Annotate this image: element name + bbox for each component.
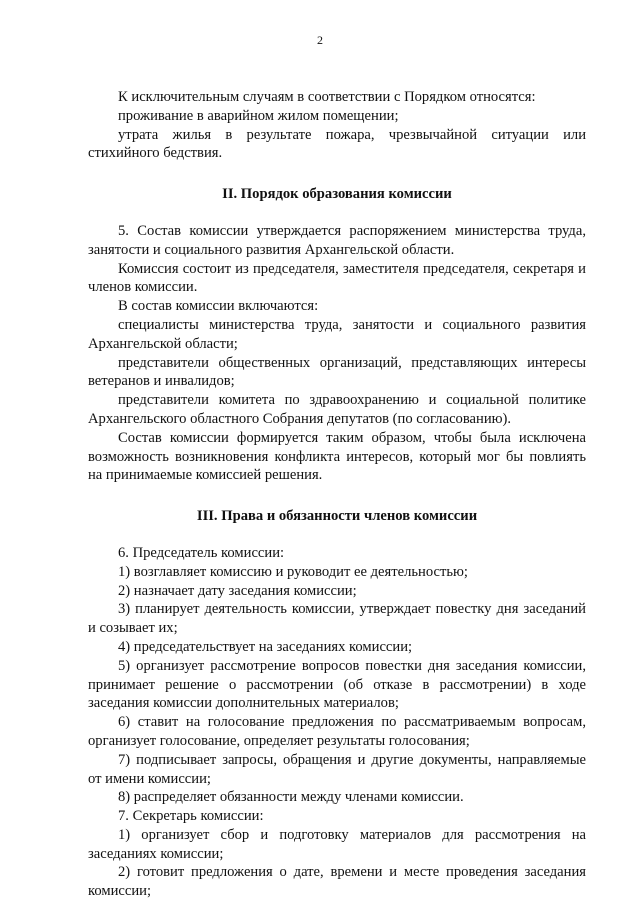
paragraph-specialists: специалисты министерства труда, занятости и социального развития Архангельской области; xyxy=(88,316,586,352)
intro-paragraph: К исключительным случаям в соответствии с Порядком относятся: xyxy=(118,89,536,105)
paragraph-conflict-of-interest: Состав комиссии формируется таким образом, чтобы была исключена возможность возникновения конфликта интересов, который мог бы повлиять на принимаемые комиссией решения. xyxy=(88,429,586,484)
intro-item-loss-text: утрата жилья в результате пожара, чрезвычайной ситуации или xyxy=(118,126,586,143)
paragraph-6-chairman: 6. Председатель комиссии: xyxy=(118,544,285,561)
page-number: 2 xyxy=(317,33,323,47)
paragraph-5: 5. Состав комиссии утверждается распоряжением министерства труда, занятости и социального развития Архангельской области. xyxy=(88,222,586,258)
section-3-title: III. Права и обязанности членов комиссии xyxy=(196,508,478,525)
secretary-duty-1: 1) организует сбор и подготовку материалов для рассмотрения на заседаниях комиссии; xyxy=(88,826,586,862)
intro-item-loss-line1 xyxy=(88,126,586,145)
chairman-duty-4: 4) председательствует на заседаниях комиссии; xyxy=(118,638,413,655)
paragraph-7-secretary: 7. Секретарь комиссии: xyxy=(118,808,264,825)
paragraph-commission-composition: Комиссия состоит из председателя, заместителя председателя, секретаря и членов комиссии. xyxy=(88,260,586,296)
document-body xyxy=(88,88,586,901)
chairman-duty-8: 8) распределяет обязанности между членами комиссии. xyxy=(118,789,464,806)
chairman-duty-3: 3) планирует деятельность комиссии, утверждает повестку дня заседаний и созывает их; xyxy=(88,601,586,637)
chairman-duty-5: 5) организует рассмотрение вопросов повестки дня заседания комиссии, принимает решение о рассмотрении (об отказе в рассмотрении) в ходе заседания комиссии дополнительных материалов; xyxy=(88,657,586,712)
paragraph-public-reps: представители общественных организаций, представляющих интересы ветеранов и инвалидов; xyxy=(88,354,586,390)
paragraph-includes: В состав комиссии включаются: xyxy=(118,298,319,315)
chairman-duty-7: 7) подписывает запросы, обращения и другие документы, направляемые от имени комиссии; xyxy=(88,751,586,787)
section-2-title: II. Порядок образования комиссии xyxy=(222,186,452,203)
chairman-duty-1: 1) возглавляет комиссию и руководит ее деятельностью; xyxy=(118,563,468,580)
intro-item-loss-line2: стихийного бедствия. xyxy=(88,145,223,162)
chairman-duty-2: 2) назначает дату заседания комиссии; xyxy=(118,582,357,599)
paragraph-committee-reps: представители комитета по здравоохранению и социальной политике Архангельского областного Собрания депутатов (по согласованию). xyxy=(88,392,586,427)
intro-item-emergency-housing: проживание в аварийном жилом помещении; xyxy=(118,107,399,124)
secretary-duty-2: 2) готовит предложения о дате, времени и месте проведения заседания комиссии; xyxy=(88,864,586,900)
chairman-duty-6: 6) ставит на голосование предложения по рассматриваемым вопросам, организует голосование, определяет результаты голосования; xyxy=(88,714,586,749)
